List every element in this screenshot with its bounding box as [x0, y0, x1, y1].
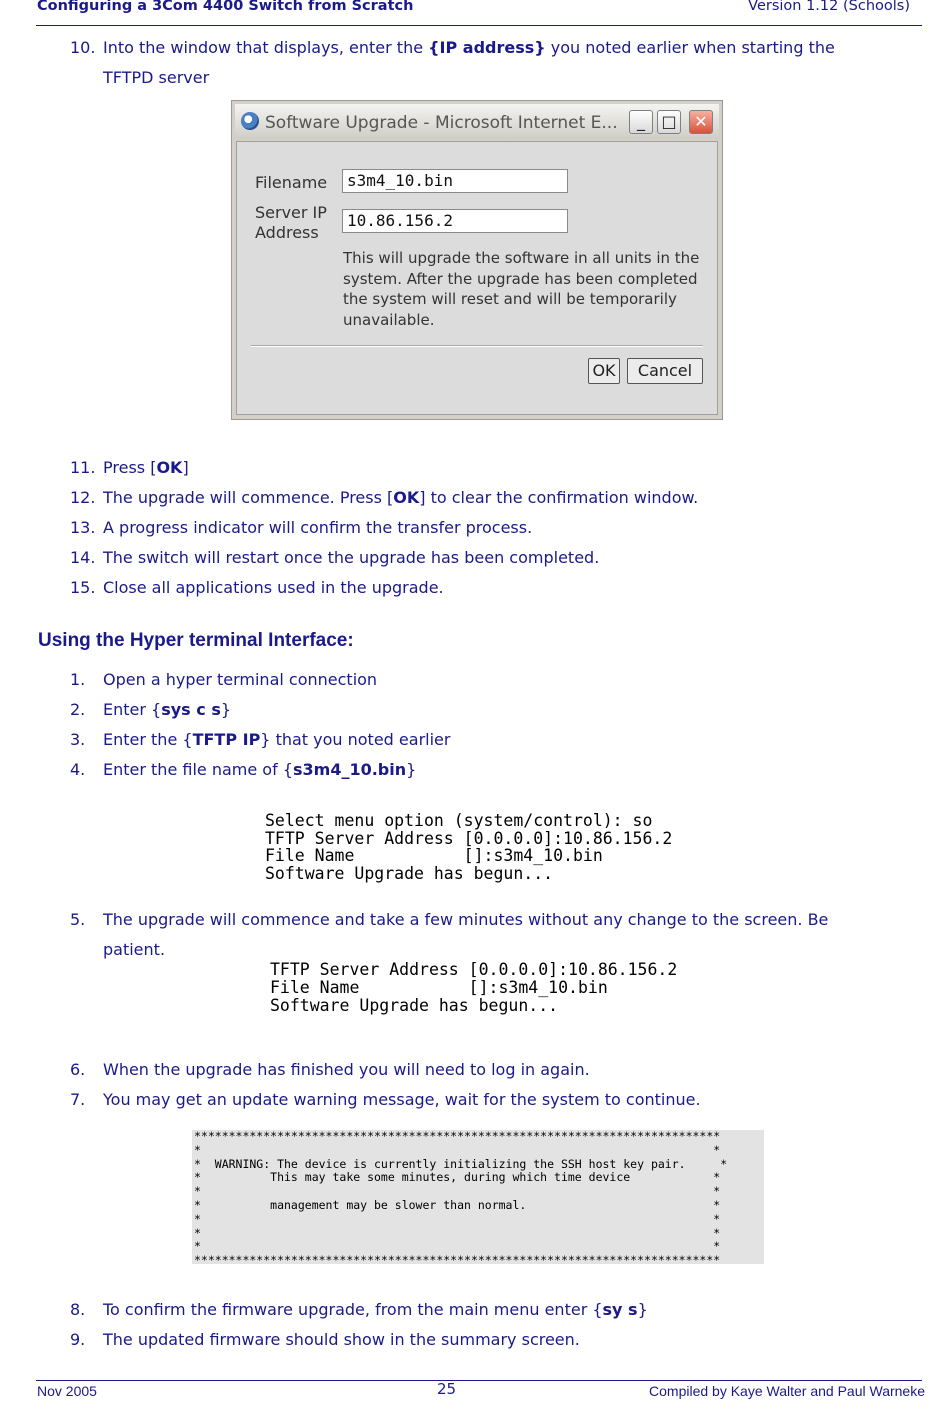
- step-text: [103, 760, 416, 780]
- step-number: 12.: [70, 488, 96, 507]
- terminal-line: TFTP Server Address [0.0.0.0]:10.86.156.2: [265, 828, 673, 848]
- step-text: [103, 1330, 580, 1350]
- header-title: Configuring a 3Com 4400 Switch from Scratch: [37, 0, 414, 14]
- step-text-post: }: [637, 1300, 648, 1319]
- terminal-line: * This may take some minutes, during which time device *: [194, 1170, 721, 1185]
- step-number: 1.: [70, 670, 86, 689]
- terminal-line: * WARNING: The device is currently initializing the SSH host key pair. *: [194, 1156, 728, 1171]
- step-text-bold: {IP address}: [428, 38, 546, 57]
- step-text: [103, 518, 532, 538]
- terminal-line: * *: [194, 1184, 721, 1199]
- maximize-icon[interactable]: □: [657, 110, 681, 134]
- step-text: [103, 700, 231, 720]
- step-text-pre: Enter the {: [103, 730, 193, 749]
- step-text-pre: Enter {: [103, 700, 162, 719]
- step-text-bold: OK: [393, 488, 420, 507]
- step-number: 3.: [70, 730, 86, 749]
- page-number: 25: [437, 1380, 457, 1398]
- ok-button[interactable]: OK: [588, 358, 620, 384]
- filename-field[interactable]: s3m4_10.bin: [342, 169, 568, 193]
- step-number: 9.: [70, 1330, 86, 1349]
- terminal-line: Select menu option (system/control): so: [265, 811, 653, 830]
- step-text-bold: sys c s: [161, 700, 221, 719]
- footer-rule: [36, 1380, 922, 1381]
- terminal-line: Software Upgrade has begun...: [270, 996, 559, 1015]
- close-icon[interactable]: ✕: [689, 110, 713, 134]
- step-text-bold: sy s: [602, 1300, 638, 1319]
- step-text: [103, 730, 450, 750]
- step-text-bold: TFTP IP: [192, 730, 261, 749]
- terminal-line: * *: [194, 1239, 721, 1254]
- step-number: 2.: [70, 700, 86, 719]
- step-text-pre: Into the window that displays, enter the: [103, 38, 429, 57]
- step-text-pre: Enter the file name of {: [103, 760, 293, 779]
- dialog-message: This will upgrade the software in all units in the system. After the upgrade has been completed the system will reset and will be temporarily unavailable.: [343, 249, 700, 329]
- terminal-line: File Name []:s3m4_10.bin: [265, 846, 603, 865]
- dialog-title: Software Upgrade - Microsoft Internet E...: [265, 113, 618, 133]
- step-text-pre: The upgrade will commence. Press [: [103, 488, 394, 507]
- step-text: [103, 578, 444, 598]
- step-text: [103, 1300, 648, 1320]
- step-number: 8.: [70, 1300, 86, 1319]
- step-number: 15.: [70, 578, 96, 597]
- step-number: 11.: [70, 458, 96, 477]
- step-text-post: ]: [182, 458, 189, 477]
- terminal-line: ****************************************************************************: [194, 1253, 721, 1268]
- step-text-pre: A progress indicator will confirm the transfer process.: [103, 518, 533, 537]
- step-text: [103, 458, 189, 478]
- terminal-line: File Name []:s3m4_10.bin: [270, 978, 608, 997]
- footer-credit: Compiled by Kaye Walter and Paul Warneke: [649, 1383, 925, 1399]
- filename-label: Filename: [255, 173, 328, 192]
- step-number: 4.: [70, 760, 86, 779]
- step-text: [103, 670, 377, 690]
- step-10-continued: TFTPD server: [103, 68, 210, 87]
- step-text: [103, 488, 698, 508]
- terminal-line: ****************************************************************************: [194, 1129, 721, 1143]
- terminal-line: TFTP Server Address [0.0.0.0]:10.86.156.2: [270, 960, 678, 979]
- section-heading: Using the Hyper terminal Interface:: [38, 630, 354, 651]
- address-label: Address: [255, 223, 319, 242]
- step-text-post: ] to clear the confirmation window.: [419, 488, 699, 507]
- step-text: When the upgrade has finished you will need to log in again.: [103, 1060, 590, 1079]
- server-ip-field[interactable]: 10.86.156.2: [342, 209, 568, 233]
- step-text-pre: Open a hyper terminal connection: [103, 670, 378, 689]
- step-text: You may get an update warning message, wait for the system to continue.: [103, 1090, 701, 1109]
- step-text: [103, 548, 599, 568]
- server-ip-label: Server IP: [255, 203, 327, 222]
- terminal-warning-screenshot: [192, 1129, 764, 1268]
- step-text-pre: To confirm the firmware upgrade, from the main menu enter {: [103, 1300, 603, 1319]
- step-number: 5.: [70, 910, 86, 929]
- step-5-continued: patient.: [103, 940, 166, 959]
- step-text: The upgrade will commence and take a few minutes without any change to the screen. Be: [103, 910, 829, 929]
- step-text-post: }: [220, 700, 232, 719]
- terminal-line: * *: [194, 1142, 721, 1157]
- step-number: 7.: [70, 1090, 86, 1109]
- step-text: [103, 38, 835, 58]
- step-text-post: } that you noted earlier: [260, 730, 451, 749]
- step-text-pre: The switch will restart once the upgrade has been completed.: [103, 548, 600, 567]
- step-text-post: you noted earlier when starting the: [545, 38, 835, 57]
- terminal-line: * *: [194, 1211, 721, 1226]
- step-text-post: }: [406, 760, 417, 779]
- terminal-line: * management may be slower than normal. *: [194, 1197, 721, 1212]
- software-upgrade-dialog-screenshot: [231, 100, 723, 420]
- minimize-icon[interactable]: _: [629, 110, 653, 134]
- step-number: 14.: [70, 548, 96, 567]
- step-number: 10.: [70, 38, 96, 57]
- cancel-button[interactable]: Cancel: [627, 358, 703, 384]
- header-version: Version 1.12 (Schools): [748, 0, 910, 14]
- terminal-screenshot-2: [270, 960, 682, 1028]
- dialog-body: [236, 141, 718, 415]
- step-text-pre: Close all applications used in the upgrade.: [103, 578, 444, 597]
- header-rule: [36, 25, 922, 26]
- internet-explorer-icon: [241, 112, 259, 130]
- step-text-pre: Press [: [103, 458, 157, 477]
- step-number: 6.: [70, 1060, 86, 1079]
- dialog-separator: [251, 345, 703, 347]
- step-text-pre: The updated firmware should show in the summary screen.: [103, 1330, 580, 1349]
- step-number: 13.: [70, 518, 96, 537]
- terminal-line: * *: [194, 1225, 721, 1240]
- terminal-screenshot-1: [265, 811, 675, 883]
- step-text-bold: OK: [156, 458, 183, 477]
- step-text-bold: s3m4_10.bin: [292, 760, 407, 779]
- terminal-line: Software Upgrade has begun...: [265, 863, 554, 883]
- footer-date: Nov 2005: [37, 1383, 97, 1399]
- dialog-titlebar: [235, 104, 719, 139]
